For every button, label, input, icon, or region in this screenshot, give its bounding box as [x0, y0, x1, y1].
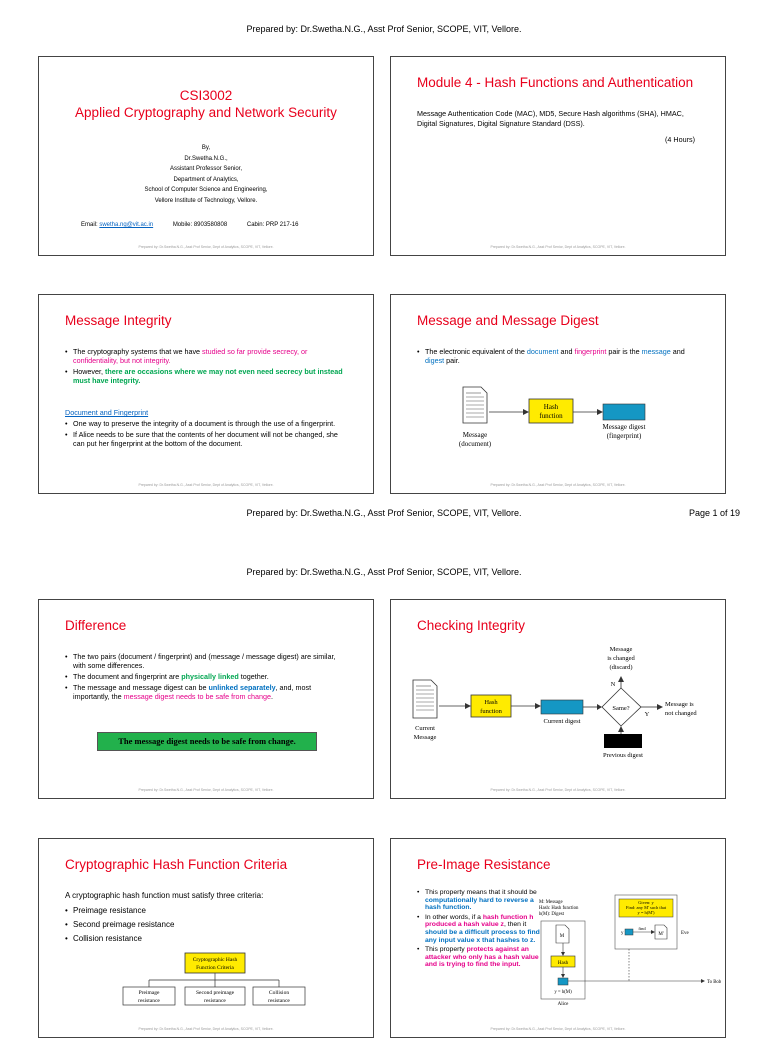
current-message-label: Message [413, 734, 437, 741]
slide-checking-integrity [390, 599, 726, 799]
eve-label: Eve [681, 931, 689, 936]
slide-footer: Prepared by: Dr.Swetha.N.G., Asst Prof Senior, Dept of Analytics, SCOPE, VIT, Vellore. [490, 483, 626, 487]
bullet-item: • The message and message digest can be unlinked separately, and, most importantly, the message digest needs to be safe from change. [65, 683, 347, 701]
legend-digest: h(M): Digest [539, 912, 564, 917]
hash-label: Hash [557, 961, 569, 966]
hash-label: Hash [543, 403, 559, 411]
author-institute: Vellore Institute of Technology, Vellore. [154, 197, 258, 204]
message-label: Message [462, 431, 488, 439]
highlight-banner: The message digest needs to be safe from change. [97, 732, 317, 751]
leaf-label: resistance [268, 998, 290, 1004]
not-changed-label: not changed [665, 710, 697, 717]
yes-label: Y [644, 711, 650, 718]
leaf-label: Collision [268, 990, 290, 996]
page-header-top: Prepared by: Dr.Swetha.N.G., Asst Prof Senior, SCOPE, VIT, Vellore. [246, 24, 522, 34]
previous-digest-label: Previous digest [603, 752, 643, 759]
slide-footer: Prepared by: Dr.Swetha.N.G., Asst Prof Senior, Dept of Analytics, SCOPE, VIT, Vellore. [138, 245, 274, 249]
email-link[interactable]: swetha.ng@vit.ac.in [99, 222, 154, 228]
bullet-item: • In other words, if a hash function h produced a hash value z, then it should be a difficult process to find any input value x that hashes to z. [417, 914, 541, 944]
leaf-label: resistance [138, 998, 160, 1004]
slide-title: Checking Integrity [417, 618, 526, 633]
subheading-link[interactable]: Document and Fingerprint [65, 408, 149, 417]
slide-course-title [38, 56, 374, 256]
leaf-label: Second preimage [195, 990, 235, 996]
bullet-list [65, 347, 347, 387]
bullet-item: • However, there are occasions where we may not even need secrecy but instead must have integrity. [65, 367, 347, 385]
changed-label: Message [609, 646, 633, 653]
bullet-item: • The document and fingerprint are physically linked together. [65, 672, 347, 681]
leaf-label: Preimage [138, 990, 160, 996]
course-code: CSI3002 [179, 88, 233, 103]
criteria-intro: A cryptographic hash function must satisfy three criteria: [65, 891, 264, 900]
slide-module-overview [390, 56, 726, 256]
page-footer: Prepared by: Dr.Swetha.N.G., Asst Prof Senior, SCOPE, VIT, Vellore. [246, 508, 522, 518]
given-label: Given: y [638, 900, 654, 905]
email-label: Email: [81, 222, 98, 228]
slide-title: Message and Message Digest [417, 313, 599, 328]
module-topics: Message Authentication Code (MAC), MD5, Secure Hash algorithms (SHA), HMAC, Digital Signatures, Digital Signature Standard (DSS). [417, 109, 684, 128]
integrity-diagram [391, 600, 726, 799]
slide-title: Difference [65, 618, 127, 633]
slide-message-digest [390, 294, 726, 494]
bullet-item: • The electronic equivalent of the document and fingerprint pair is the message and digest pair. [417, 347, 699, 365]
slide-footer: Prepared by: Dr.Swetha.N.G., Asst Prof Senior, Dept of Analytics, SCOPE, VIT, Vellore. [490, 245, 626, 249]
slide-footer: Prepared by: Dr.Swetha.N.G., Asst Prof Senior, Dept of Analytics, SCOPE, VIT, Vellore. [138, 1027, 274, 1031]
fingerprint-label: (fingerprint) [606, 432, 642, 440]
given-label: Find: any M' such that [625, 905, 667, 910]
function-label: function [480, 708, 502, 715]
current-message-label: Current [415, 725, 435, 732]
given-label: y = h(M') [637, 910, 655, 915]
document-label: (document) [458, 440, 492, 448]
digest-label: Message digest [602, 423, 646, 431]
slide-footer: Prepared by: Dr.Swetha.N.G., Asst Prof Senior, Dept of Analytics, SCOPE, VIT, Vellore. [138, 788, 274, 792]
course-title: Applied Cryptography and Network Security [75, 105, 337, 120]
bullet-item: • This property protects against an attacker who only has a hash value and is trying to find the input. [417, 946, 541, 969]
mobile-number: Mobile: 8903580808 [172, 222, 228, 228]
alice-label: Alice [557, 1002, 569, 1007]
legend-hash: Hash: Hash function [539, 906, 579, 911]
slide-title: Module 4 - Hash Functions and Authentication [417, 75, 694, 90]
changed-label: is changed [607, 655, 635, 662]
digest-box [558, 978, 568, 985]
same-label: Same? [612, 705, 630, 712]
author-name: Dr.Swetha.N.G., [184, 155, 228, 162]
document-icon [413, 680, 437, 718]
page-indicator: Page 1 of 19 [688, 508, 740, 518]
no-label: N [610, 681, 616, 688]
criteria-item: • Second preimage resistance [65, 919, 347, 931]
m-label: M [559, 934, 565, 939]
bullet-list [65, 419, 347, 450]
leaf-label: resistance [204, 998, 226, 1004]
digest-box [603, 404, 645, 420]
author-by: By, [201, 145, 211, 151]
criteria-item: • Preimage resistance [65, 905, 347, 917]
bullet-item: • If Alice needs to be sure that the contents of her document will not be changed, she can put her fingerprint at the bottom of the document. [65, 430, 347, 448]
bullet-item: • The two pairs (document / fingerprint) and (message / message digest) are similar, with some differences. [65, 652, 347, 670]
criteria-item: • Collision resistance [65, 933, 347, 945]
document-icon [463, 387, 487, 423]
bullet-list [65, 652, 347, 703]
legend-message: M: Message [539, 900, 563, 905]
page-header-second: Prepared by: Dr.Swetha.N.G., Asst Prof Senior, SCOPE, VIT, Vellore. [246, 567, 522, 577]
not-changed-label: Message is [665, 701, 694, 708]
find-label: find [638, 926, 646, 931]
module-hours: (4 Hours) [665, 135, 695, 144]
slide-footer: Prepared by: Dr.Swetha.N.G., Asst Prof Senior, Dept of Analytics, SCOPE, VIT, Vellore. [490, 788, 626, 792]
to-bob-label: To Bob [707, 980, 722, 985]
discard-label: (discard) [609, 664, 633, 671]
current-digest-box [541, 700, 583, 714]
bullet-item: • The cryptography systems that we have studied so far provide secrecy, or confidentiality, but not integrity. [65, 347, 347, 365]
hash-label: Hash [484, 699, 498, 706]
root-label: Cryptographic Hash [192, 957, 238, 963]
root-label: Function Criteria [196, 965, 234, 971]
digest-diagram [391, 295, 726, 494]
y-equals-label: y = h(M) [554, 990, 572, 995]
bullet-item: • This property means that it should be computationally hard to reverse a hash function. [417, 889, 541, 912]
m-prime-label: M' [658, 932, 664, 937]
slide-title: Pre-Image Resistance [417, 857, 551, 872]
slide-message-integrity [38, 294, 374, 494]
current-digest-label: Current digest [543, 718, 581, 725]
bullet-item: • One way to preserve the integrity of a document is through the use of a fingerprint. [65, 419, 347, 428]
slide-title: Message Integrity [65, 313, 172, 328]
slide-hash-criteria [38, 838, 374, 1038]
slide-difference [38, 599, 374, 799]
author-designation: Assistant Professor Senior, [169, 166, 243, 172]
y-label: y [621, 931, 624, 936]
cabin-number: Cabin: PRP 217-16 [246, 222, 299, 228]
contact-line [81, 222, 298, 228]
slide-footer: Prepared by: Dr.Swetha.N.G., Asst Prof Senior, Dept of Analytics, SCOPE, VIT, Vellore. [490, 1027, 626, 1031]
function-label: function [539, 412, 563, 420]
author-school: School of Computer Science and Engineering, [144, 187, 268, 193]
previous-digest-box [604, 734, 642, 748]
author-department: Department of Analytics, [173, 176, 239, 183]
slide-footer: Prepared by: Dr.Swetha.N.G., Asst Prof Senior, Dept of Analytics, SCOPE, VIT, Vellore. [138, 483, 274, 487]
criteria-tree [39, 839, 374, 1038]
preimage-diagram [391, 839, 726, 1038]
slide-title: Cryptographic Hash Function Criteria [65, 857, 288, 872]
slide-preimage-resistance [390, 838, 726, 1038]
